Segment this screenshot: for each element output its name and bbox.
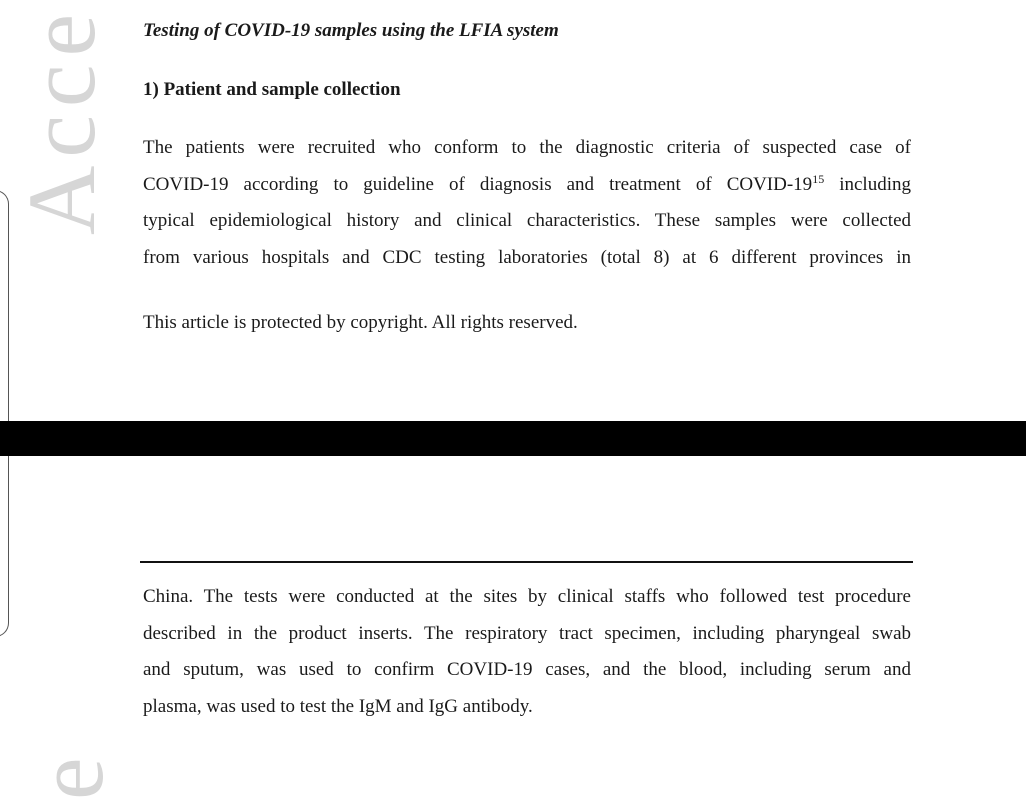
paragraph-line: from various hospitals and CDC testing laboratories (total 8) at 6 different provinces in	[143, 247, 911, 269]
horizontal-rule	[140, 561, 913, 563]
watermark-accepted: Acce	[8, 5, 115, 235]
paragraph-continuation	[143, 579, 911, 726]
copyright-notice: This article is protected by copyright. All rights reserved.	[143, 312, 578, 333]
paragraph-line: described in the product inserts. The respiratory tract specimen, including pharyngeal swab	[143, 622, 911, 644]
page-fold-line	[0, 190, 9, 637]
watermark-fragment: e	[16, 749, 123, 800]
paragraph-line: and sputum, was used to confirm COVID-19 cases, and the blood, including serum and	[143, 659, 911, 681]
paragraph-line: China. The tests were conducted at the sites by clinical staffs who followed test procedure	[143, 586, 911, 607]
paragraph-patient-collection	[143, 130, 911, 277]
paragraph-line	[143, 167, 911, 204]
paragraph-line: The patients were recruited who conform to the diagnostic criteria of suspected case of	[143, 137, 911, 158]
line-text-tail: including	[824, 173, 911, 195]
section-title: Testing of COVID-19 samples using the LFIA system	[143, 20, 559, 41]
line-text: COVID-19 according to guideline of diagnosis and treatment of COVID-19	[143, 173, 813, 195]
page-break-bar	[0, 421, 1026, 456]
paragraph-line: plasma, was used to test the IgM and IgG antibody.	[143, 696, 533, 718]
subsection-heading: 1) Patient and sample collection	[143, 79, 401, 100]
citation-superscript: 15	[812, 171, 825, 186]
paragraph-line: typical epidemiological history and clinical characteristics. These samples were collected	[143, 210, 911, 232]
